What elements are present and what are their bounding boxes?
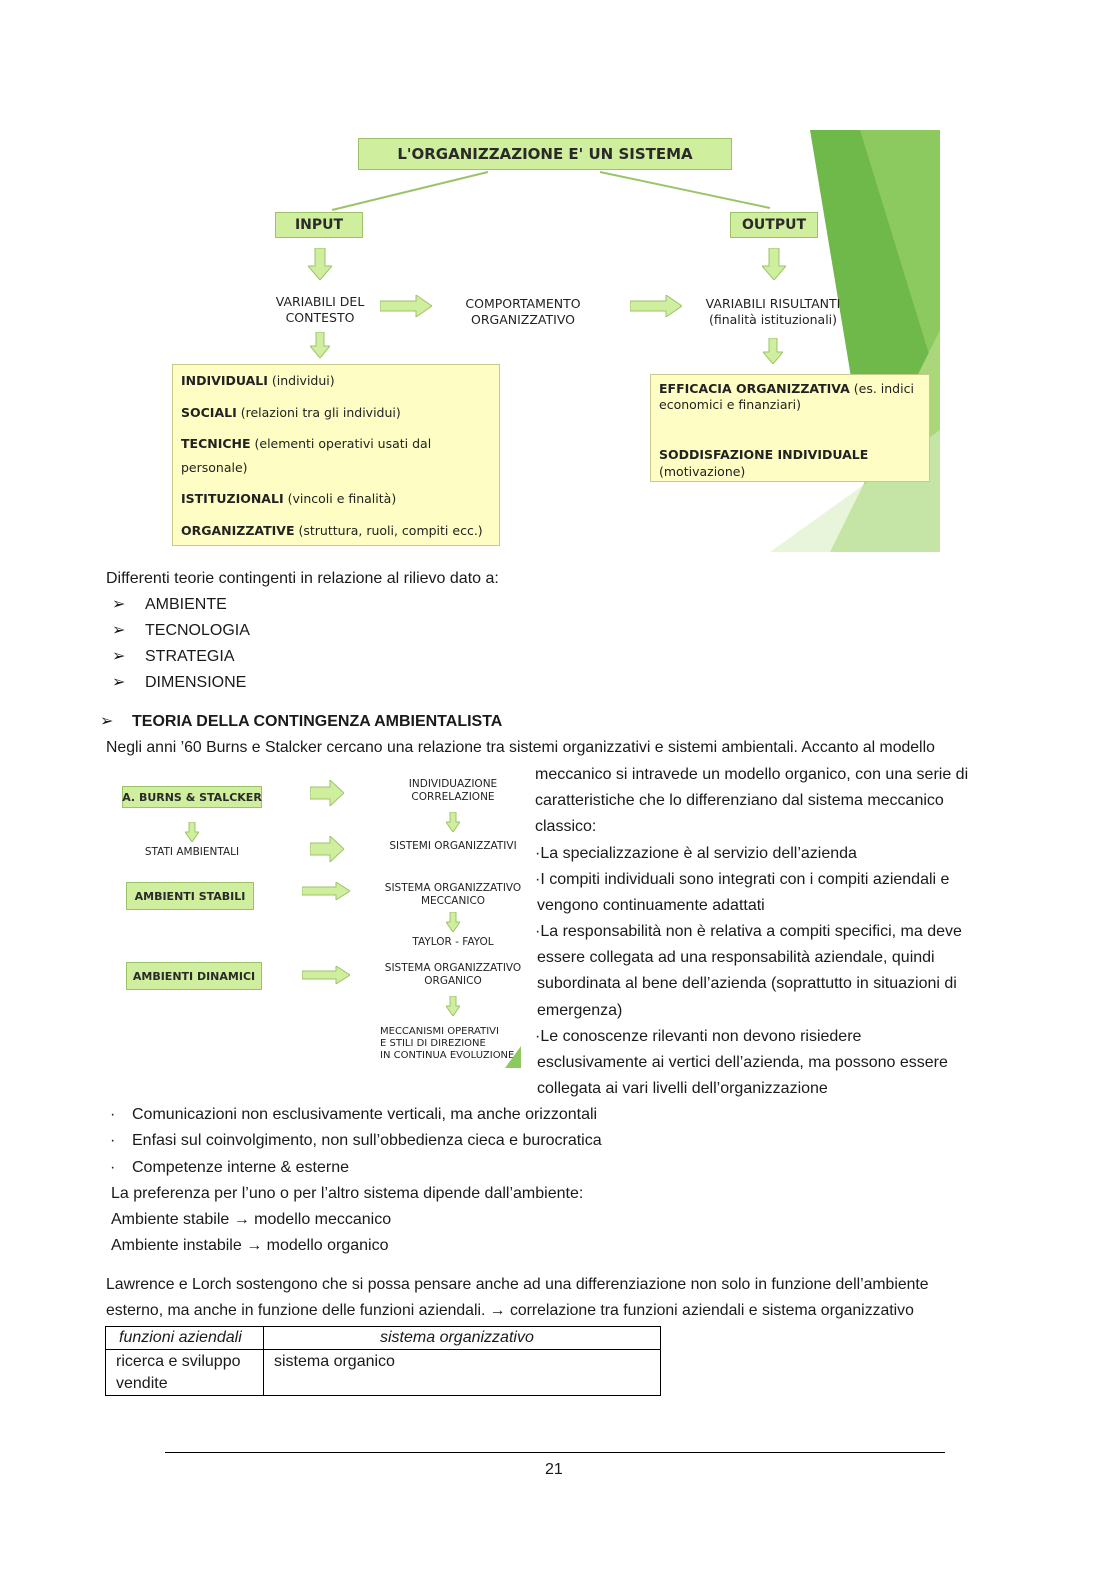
diagram-title-box: L'ORGANIZZAZIONE E' UN SISTEMA bbox=[358, 138, 732, 170]
variabili-risultanti-label: VARIABILI RISULTANTI (finalità istituzionali) bbox=[705, 296, 841, 327]
arrow-down-icon bbox=[446, 812, 460, 832]
comportamento-label: COMPORTAMENTO ORGANIZZATIVO bbox=[465, 296, 581, 327]
output-box: OUTPUT bbox=[730, 212, 818, 238]
list-item bbox=[112, 670, 125, 696]
table-divider bbox=[263, 1327, 264, 1395]
output-variables-box: EFFICACIA ORGANIZZATIVA (es. indici economici e finanziari) SODDISFAZIONE INDIVIDUALE (motivazione) bbox=[650, 374, 930, 482]
dot-bullet-icon: · bbox=[110, 1132, 116, 1149]
arrow-right-icon bbox=[380, 295, 432, 317]
right-col-line: classico: bbox=[535, 818, 597, 835]
lawrence-line: Lawrence e Lorch sostengono che si possa pensare anche ad una differenziazione non solo in funzione dell’ambiente bbox=[106, 1276, 929, 1293]
arrow-right-icon bbox=[302, 882, 350, 900]
right-col-line: collegata ai vari livelli dell’organizzazione bbox=[537, 1080, 828, 1097]
individuazione-label: INDIVIDUAZIONE CORRELAZIONE bbox=[408, 778, 498, 803]
sistema-organico-label: SISTEMA ORGANIZZATIVO ORGANICO bbox=[384, 962, 522, 987]
intro-text: Differenti teorie contingenti in relazione al rilievo dato a: bbox=[106, 570, 499, 587]
ambienti-stabili-box: AMBIENTI STABILI bbox=[126, 882, 254, 910]
right-col-line: vengono continuamente adattati bbox=[537, 897, 765, 914]
arrow-bullet-icon: ➢ bbox=[112, 596, 126, 613]
list-item bbox=[112, 644, 125, 670]
arrow-down-icon bbox=[310, 332, 330, 358]
arrow-down-icon bbox=[446, 912, 460, 932]
right-col-line: ·La specializzazione è al servizio dell’azienda bbox=[535, 845, 857, 862]
meccanismi-label: MECCANISMI OPERATIVI E STILI DI DIREZIONE IN CONTINUA EVOLUZIONE bbox=[380, 1026, 515, 1061]
arrow-right-icon bbox=[630, 295, 682, 317]
list-item-label: DIMENSIONE bbox=[145, 674, 247, 691]
variabili-contesto-label: VARIABILI DEL CONTESTO bbox=[275, 294, 365, 325]
stati-ambientali-label: STATI AMBIENTALI bbox=[144, 846, 240, 858]
right-col-line: essere collegata ad una responsabilità aziendale, quindi bbox=[537, 949, 935, 966]
right-col-line: meccanico si intravede un modello organico, con una serie di bbox=[535, 766, 969, 783]
table-divider bbox=[106, 1349, 660, 1350]
list-item-label: AMBIENTE bbox=[145, 596, 227, 613]
list-item-label: Comunicazioni non esclusivamente verticali, ma anche orizzontali bbox=[132, 1106, 598, 1123]
list-item-label: STRATEGIA bbox=[145, 648, 235, 665]
functions-table bbox=[105, 1326, 661, 1396]
table-cell: vendite bbox=[116, 1375, 168, 1392]
arrow-bullet-icon: ➢ bbox=[112, 674, 126, 691]
table-header: funzioni aziendali bbox=[119, 1329, 242, 1346]
ambienti-dinamici-box: AMBIENTI DINAMICI bbox=[126, 962, 262, 990]
heading-arrow-icon: ➢ bbox=[100, 713, 114, 730]
arrow-down-icon bbox=[762, 248, 786, 280]
section-heading: TEORIA DELLA CONTINGENZA AMBIENTALISTA bbox=[132, 713, 503, 730]
arrow-bullet-icon: ➢ bbox=[112, 622, 126, 639]
right-col-line: emergenza) bbox=[537, 1002, 623, 1019]
dot-bullet-icon: · bbox=[110, 1106, 116, 1123]
table-cell: ricerca e sviluppo bbox=[116, 1353, 241, 1370]
decorative-corner-triangle bbox=[505, 1046, 521, 1068]
right-col-line: caratteristiche che lo differenziano dal sistema meccanico bbox=[535, 792, 944, 809]
dot-bullet-icon: · bbox=[110, 1159, 116, 1176]
list-item-label: Competenze interne & esterne bbox=[132, 1159, 350, 1176]
sistemi-organizzativi-label: SISTEMI ORGANIZZATIVI bbox=[389, 840, 517, 852]
arrow-right-icon bbox=[310, 836, 344, 862]
list-item bbox=[112, 618, 125, 644]
table-cell: sistema organico bbox=[274, 1353, 395, 1370]
organization-system-diagram bbox=[170, 130, 940, 552]
list-item-label: TECNOLOGIA bbox=[145, 622, 250, 639]
arrow-down-icon bbox=[185, 822, 199, 842]
right-col-line: esclusivamente ai vertici dell’azienda, ma possono essere bbox=[537, 1054, 948, 1071]
preference-text: La preferenza per l’uno o per l’altro sistema dipende dall’ambiente: bbox=[111, 1185, 584, 1202]
arrow-down-icon bbox=[763, 338, 783, 364]
paragraph-line: Negli anni ’60 Burns e Stalcker cercano una relazione tra sistemi organizzativi e sistemi ambientali. Accanto al modello bbox=[106, 739, 935, 756]
page-number: 21 bbox=[545, 1461, 563, 1478]
arrow-right-icon bbox=[310, 780, 344, 806]
list-item bbox=[112, 592, 125, 618]
list-item-label: Enfasi sul coinvolgimento, non sull’obbedienza cieca e burocratica bbox=[132, 1132, 602, 1149]
right-col-line: subordinata al bene dell’azienda (soprattutto in situazioni di bbox=[537, 975, 957, 992]
lawrence-line: esterno, ma anche in funzione delle funzioni aziendali. → correlazione tra funzioni aziendali e sistema organizzativo bbox=[106, 1302, 914, 1319]
arrow-down-icon bbox=[308, 248, 332, 280]
input-variables-box: INDIVIDUALI (individui) SOCIALI (relazioni tra gli individui) TECNICHE (elementi operativi usati dal personale) ISTITUZIONALI (vincoli e finalità) ORGANIZZATIVE (struttura, ruoli, compiti ecc.) bbox=[172, 364, 500, 546]
input-box: INPUT bbox=[275, 212, 363, 238]
arrow-right-icon bbox=[302, 966, 350, 984]
burns-stalcker-diagram bbox=[110, 770, 525, 1070]
burns-stalcker-box: A. BURNS & STALCKER bbox=[122, 786, 262, 808]
stable-env-text: Ambiente stabile → modello meccanico bbox=[111, 1211, 392, 1228]
table-header: sistema organizzativo bbox=[380, 1329, 534, 1346]
taylor-fayol-label: TAYLOR - FAYOL bbox=[412, 936, 494, 948]
sistema-meccanico-label: SISTEMA ORGANIZZATIVO MECCANICO bbox=[384, 882, 522, 907]
arrow-bullet-icon: ➢ bbox=[112, 648, 126, 665]
right-col-line: ·La responsabilità non è relativa a compiti specifici, ma deve bbox=[535, 923, 962, 940]
footer-rule bbox=[165, 1452, 945, 1453]
unstable-env-text: Ambiente instabile → modello organico bbox=[111, 1237, 389, 1254]
right-col-line: ·I compiti individuali sono integrati con i compiti aziendali e bbox=[535, 871, 950, 888]
arrow-down-icon bbox=[446, 996, 460, 1016]
right-col-line: ·Le conoscenze rilevanti non devono risiedere bbox=[535, 1028, 862, 1045]
